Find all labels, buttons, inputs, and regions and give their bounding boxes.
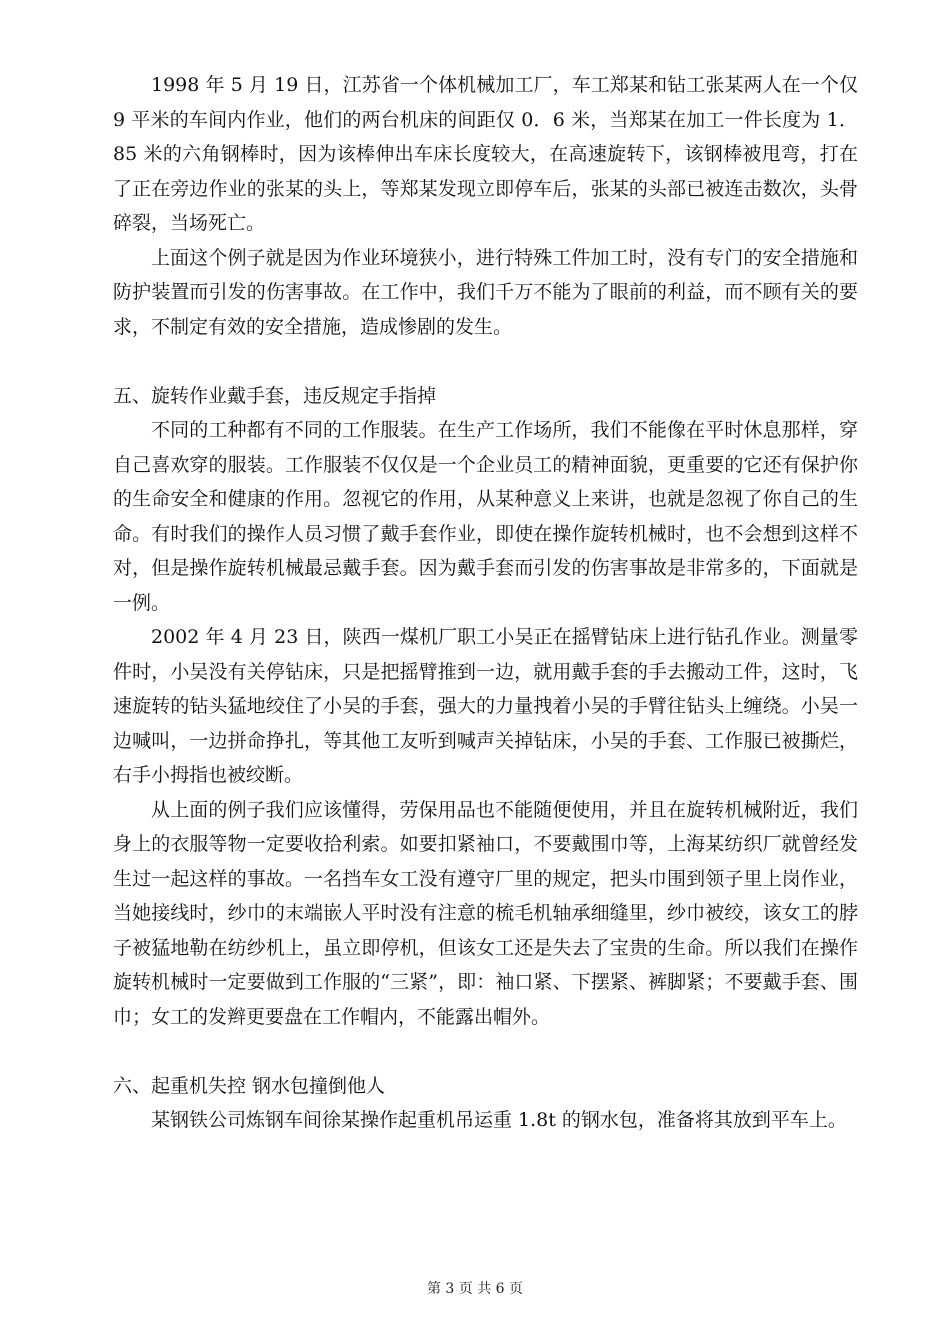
section-6-paragraph-case: 某钢铁公司炼钢车间徐某操作起重机吊运重 1.8t 的钢水包，准备将其放到平车上。: [151, 1109, 847, 1131]
section-5-heading: 五、旋转作业戴手套，违反规定手指掉: [113, 384, 437, 407]
section-5-paragraph-lesson: 从上面的例子我们应该懂得，劳保用品也不能随便使用，并且在旋转机械附近，我们身上的衣服等物一定要收拾利索。如要扣紧袖口，不要戴围巾等，上海某纺织厂就曾经发生过一起这样的事故。一名挡车女工没有遵守厂里的规定，把头巾围到领子里上岗作业，当她接线时，纱巾的末端嵌人平时没有注意的梳毛机轴承细缝里，纱巾被绞，该女工的脖子被猛地勒在纺纱机上，虽立即停机，但该女工还是失去了宝贵的生命。所以我们在操作旋转机械时一定要做到工作服的“三紧”，即：袖口紧、下摆紧、裤脚紧；不要戴手套、围巾；女工的发辫更要盘在工作帽内，不能露出帽外。: [113, 798, 858, 1028]
section-5-paragraph-intro: 不同的工种都有不同的工作服装。在生产工作场所，我们不能像在平时休息那样，穿自己喜欢穿的服装。工作服装不仅仅是一个企业员工的精神面貌，更重要的它还有保护你的生命安全和健康的作用。忽视它的作用，从某种意义上来讲，也就是忽视了你自己的生命。有时我们的操作人员习惯了戴手套作业，即使在操作旋转机械时，也不会想到这样不对，但是操作旋转机械最忌戴手套。因为戴手套而引发的伤害事故是非常多的，下面就是一例。: [113, 419, 858, 614]
section-gap: [113, 344, 858, 379]
paragraph-case-1998: 1998 年 5 月 19 日，江苏省一个体机械加工厂，车工郑某和钻工张某两人在一个仅 9 平米的车间内作业，他们的两台机床的间距仅 0．6 米，当郑某在加工一件长度为 1．85 米的六角钢棒时，因为该棒伸出车床长度较大，在高速旋转下，该钢棒被甩弯，打在了正在旁边作业的张某的头上，等郑某发现立即停车后，张某的头部已被连击数次，头骨碎裂，当场死亡。: [113, 74, 858, 234]
paragraph-case-1998-analysis: 上面这个例子就是因为作业环境狭小，进行特殊工件加工时，没有专门的安全措施和防护装置而引发的伤害事故。在工作中，我们千万不能为了眼前的利益，而不顾有关的要求，不制定有效的安全措施，造成惨剧的发生。: [113, 246, 858, 338]
section-6-heading: 六、起重机失控 钢水包撞倒他人: [113, 1074, 386, 1097]
section-gap: [113, 1034, 858, 1069]
page-number-footer: 第 3 页 共 6 页: [426, 1281, 524, 1297]
document-body: [113, 68, 858, 1138]
section-5-paragraph-case-2002: 2002 年 4 月 23 日，陕西一煤机厂职工小吴正在摇臂钻床上进行钻孔作业。测量零件时，小吴没有关停钻床，只是把摇臂推到一边，就用戴手套的手去搬动工件，这时，飞速旋转的钻头猛地绞住了小吴的手套，强大的力量拽着小吴的手臂往钻头上缠绕。小吴一边喊叫，一边拼命挣扎，等其他工友听到喊声关掉钻床，小吴的手套、工作服已被撕烂，右手小拇指也被绞断。: [113, 626, 858, 786]
